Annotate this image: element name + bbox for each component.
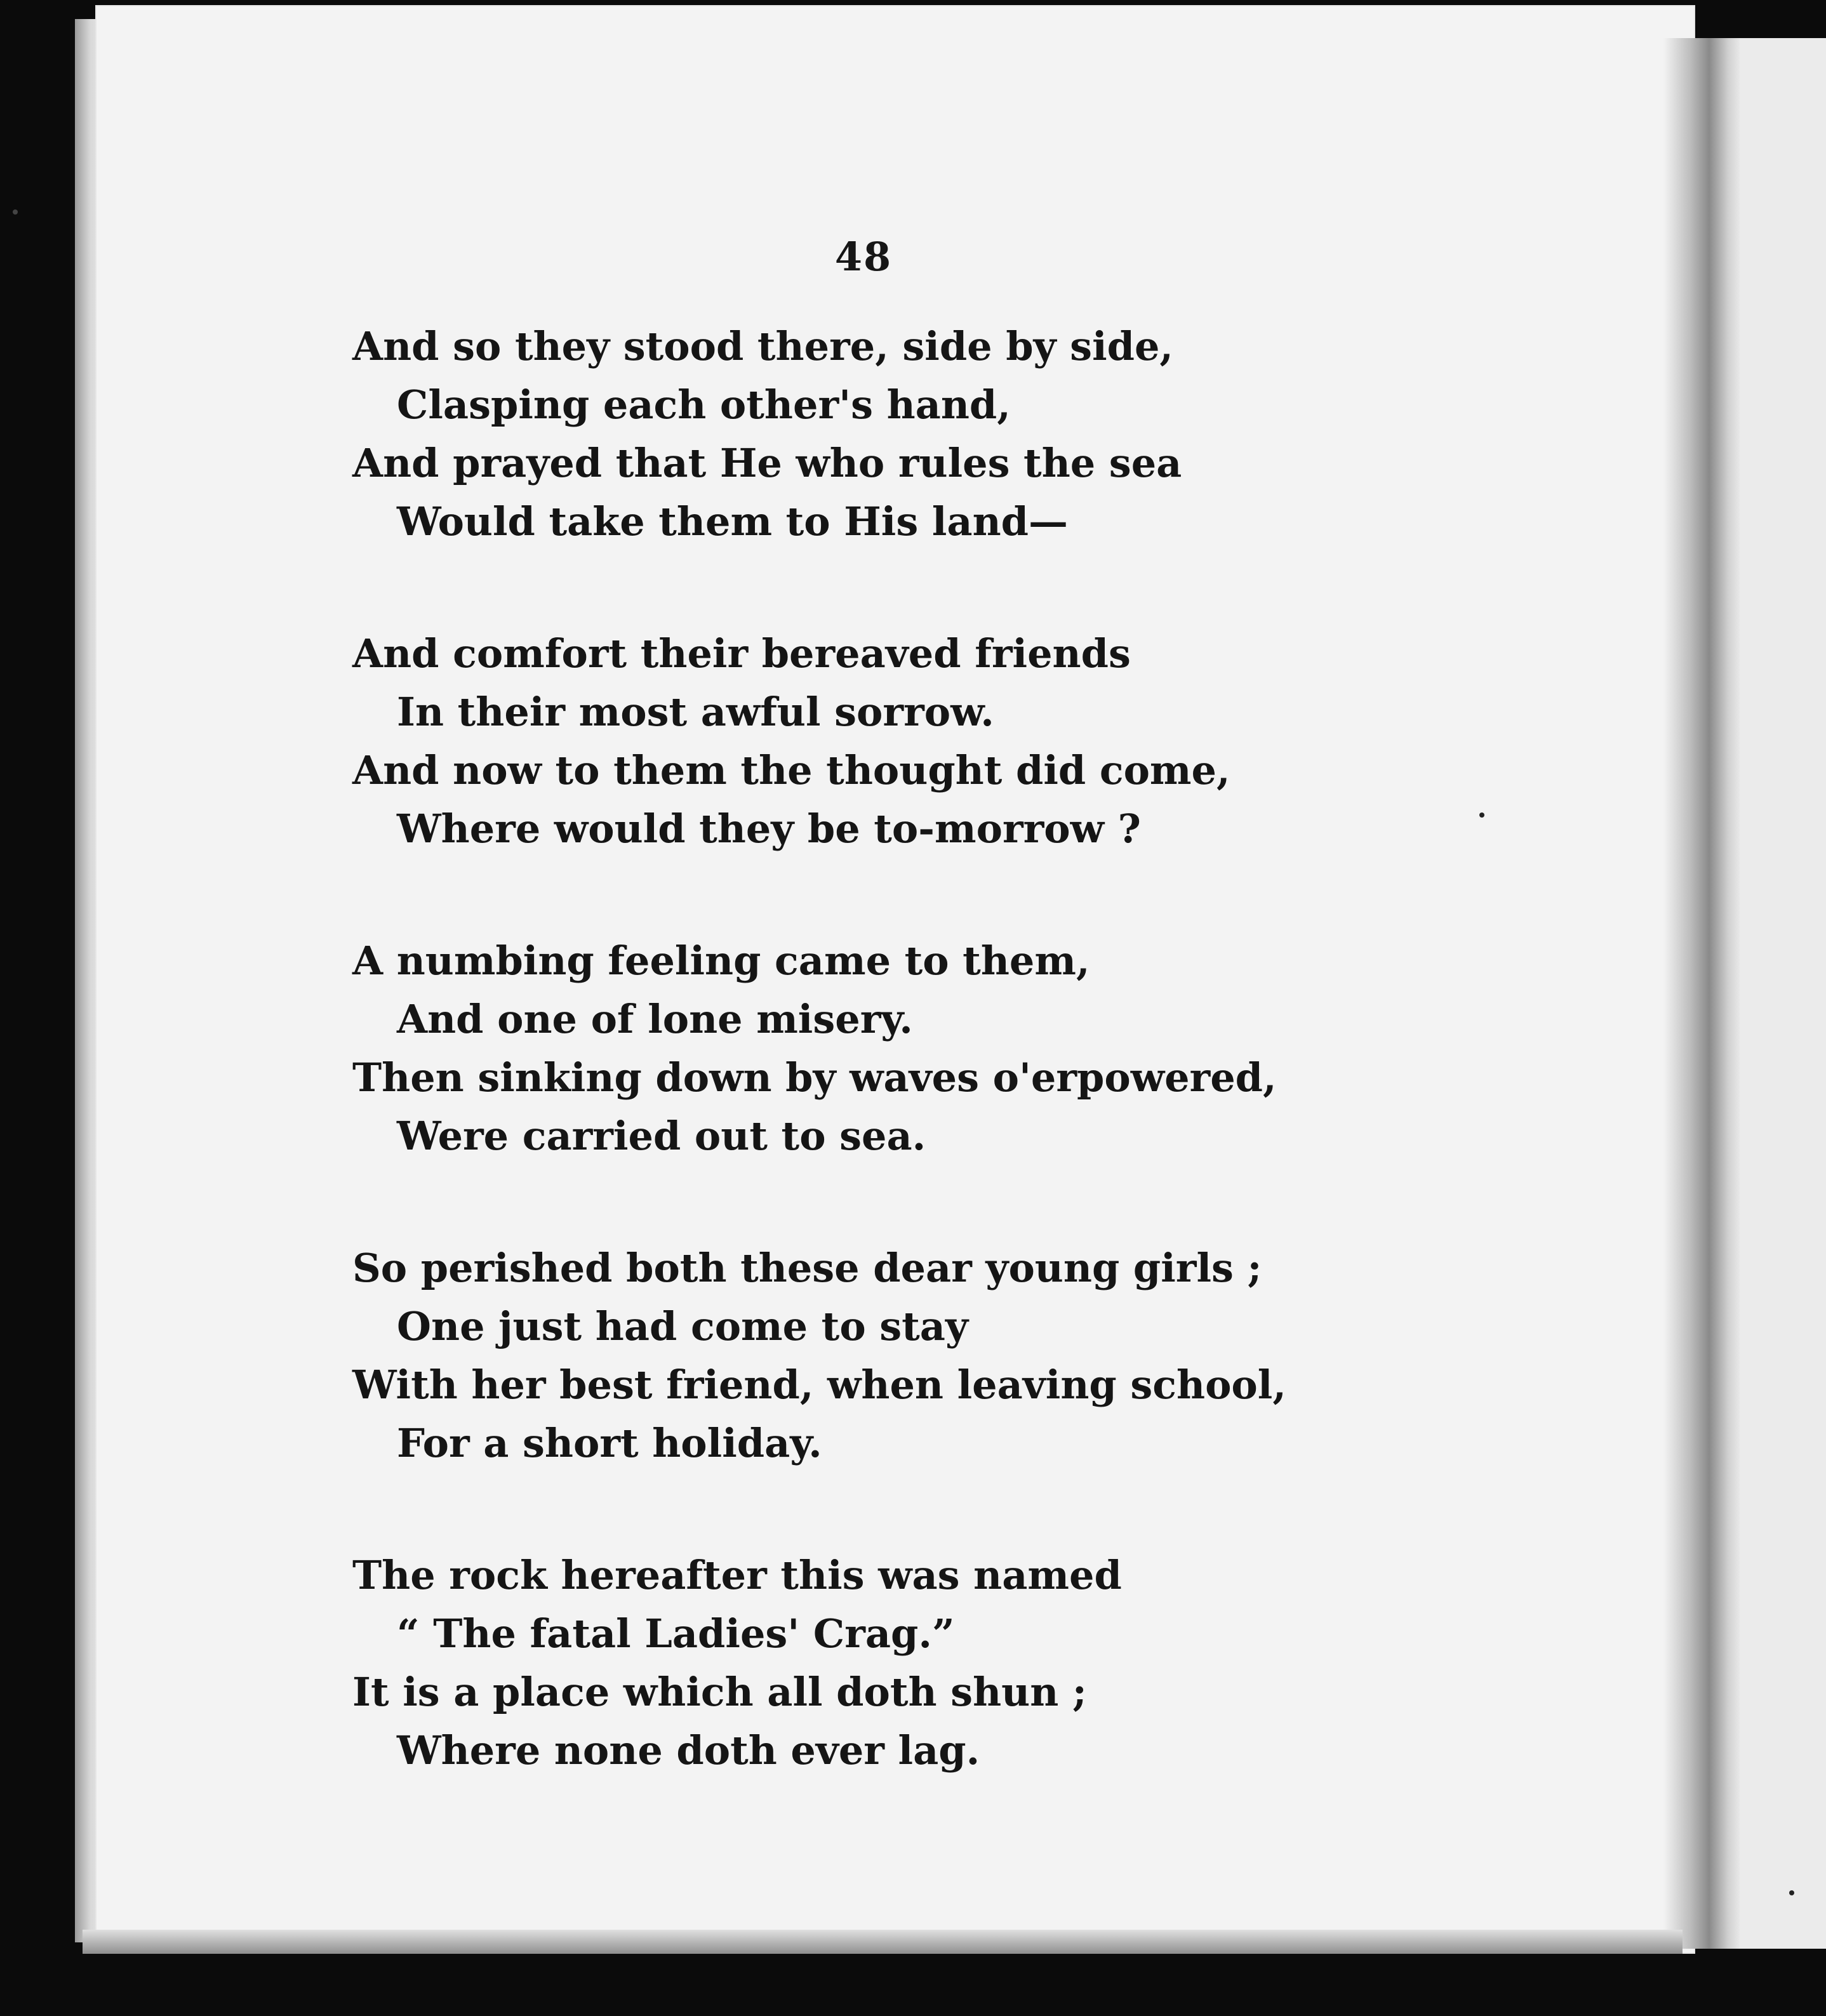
poem-line: The rock hereafter this was named xyxy=(352,1552,1122,1598)
poem-line: A numbing feeling came to them, xyxy=(352,938,1090,984)
poem-line: Would take them to His land— xyxy=(397,498,1068,545)
poem-line: Then sinking down by waves o'erpowered, xyxy=(352,1054,1277,1101)
poem-line: Where would they be to-morrow ? xyxy=(397,806,1141,852)
poem-line: So perished both these dear young girls ; xyxy=(352,1245,1262,1291)
stanza-3 xyxy=(352,932,1559,1165)
facing-page-edge xyxy=(1740,38,1826,1949)
page-number: 48 xyxy=(834,234,893,280)
poem-line: And one of lone misery. xyxy=(397,996,913,1042)
poem-line: And comfort their bereaved friends xyxy=(352,630,1131,677)
poem-line: Where none doth ever lag. xyxy=(397,1727,980,1774)
poem xyxy=(352,317,1559,1854)
poem-line: And now to them the thought did come, xyxy=(352,747,1230,793)
ink-speck xyxy=(13,209,18,215)
bottom-page-edge xyxy=(83,1930,1683,1954)
stanza-4 xyxy=(352,1239,1559,1473)
stanza-2 xyxy=(352,625,1559,858)
ink-speck xyxy=(1789,1890,1794,1895)
poem-line: “ The fatal Ladies' Crag.” xyxy=(397,1610,955,1657)
stanza-5 xyxy=(352,1546,1559,1780)
poem-line: It is a place which all doth shun ; xyxy=(352,1669,1087,1715)
poem-line: For a short holiday. xyxy=(397,1420,822,1466)
poem-line: Were carried out to sea. xyxy=(397,1113,926,1159)
poem-line: One just had come to stay xyxy=(397,1303,968,1350)
spine-gutter xyxy=(1663,38,1740,1949)
poem-line: Clasping each other's hand, xyxy=(397,381,1011,428)
ink-speck xyxy=(1479,812,1484,818)
stanza-1 xyxy=(352,317,1559,551)
poem-line: In their most awful sorrow. xyxy=(397,689,994,735)
poem-line: And so they stood there, side by side, xyxy=(352,323,1174,369)
poem-line: With her best friend, when leaving school, xyxy=(352,1362,1286,1408)
poem-line: And prayed that He who rules the sea xyxy=(352,440,1182,486)
